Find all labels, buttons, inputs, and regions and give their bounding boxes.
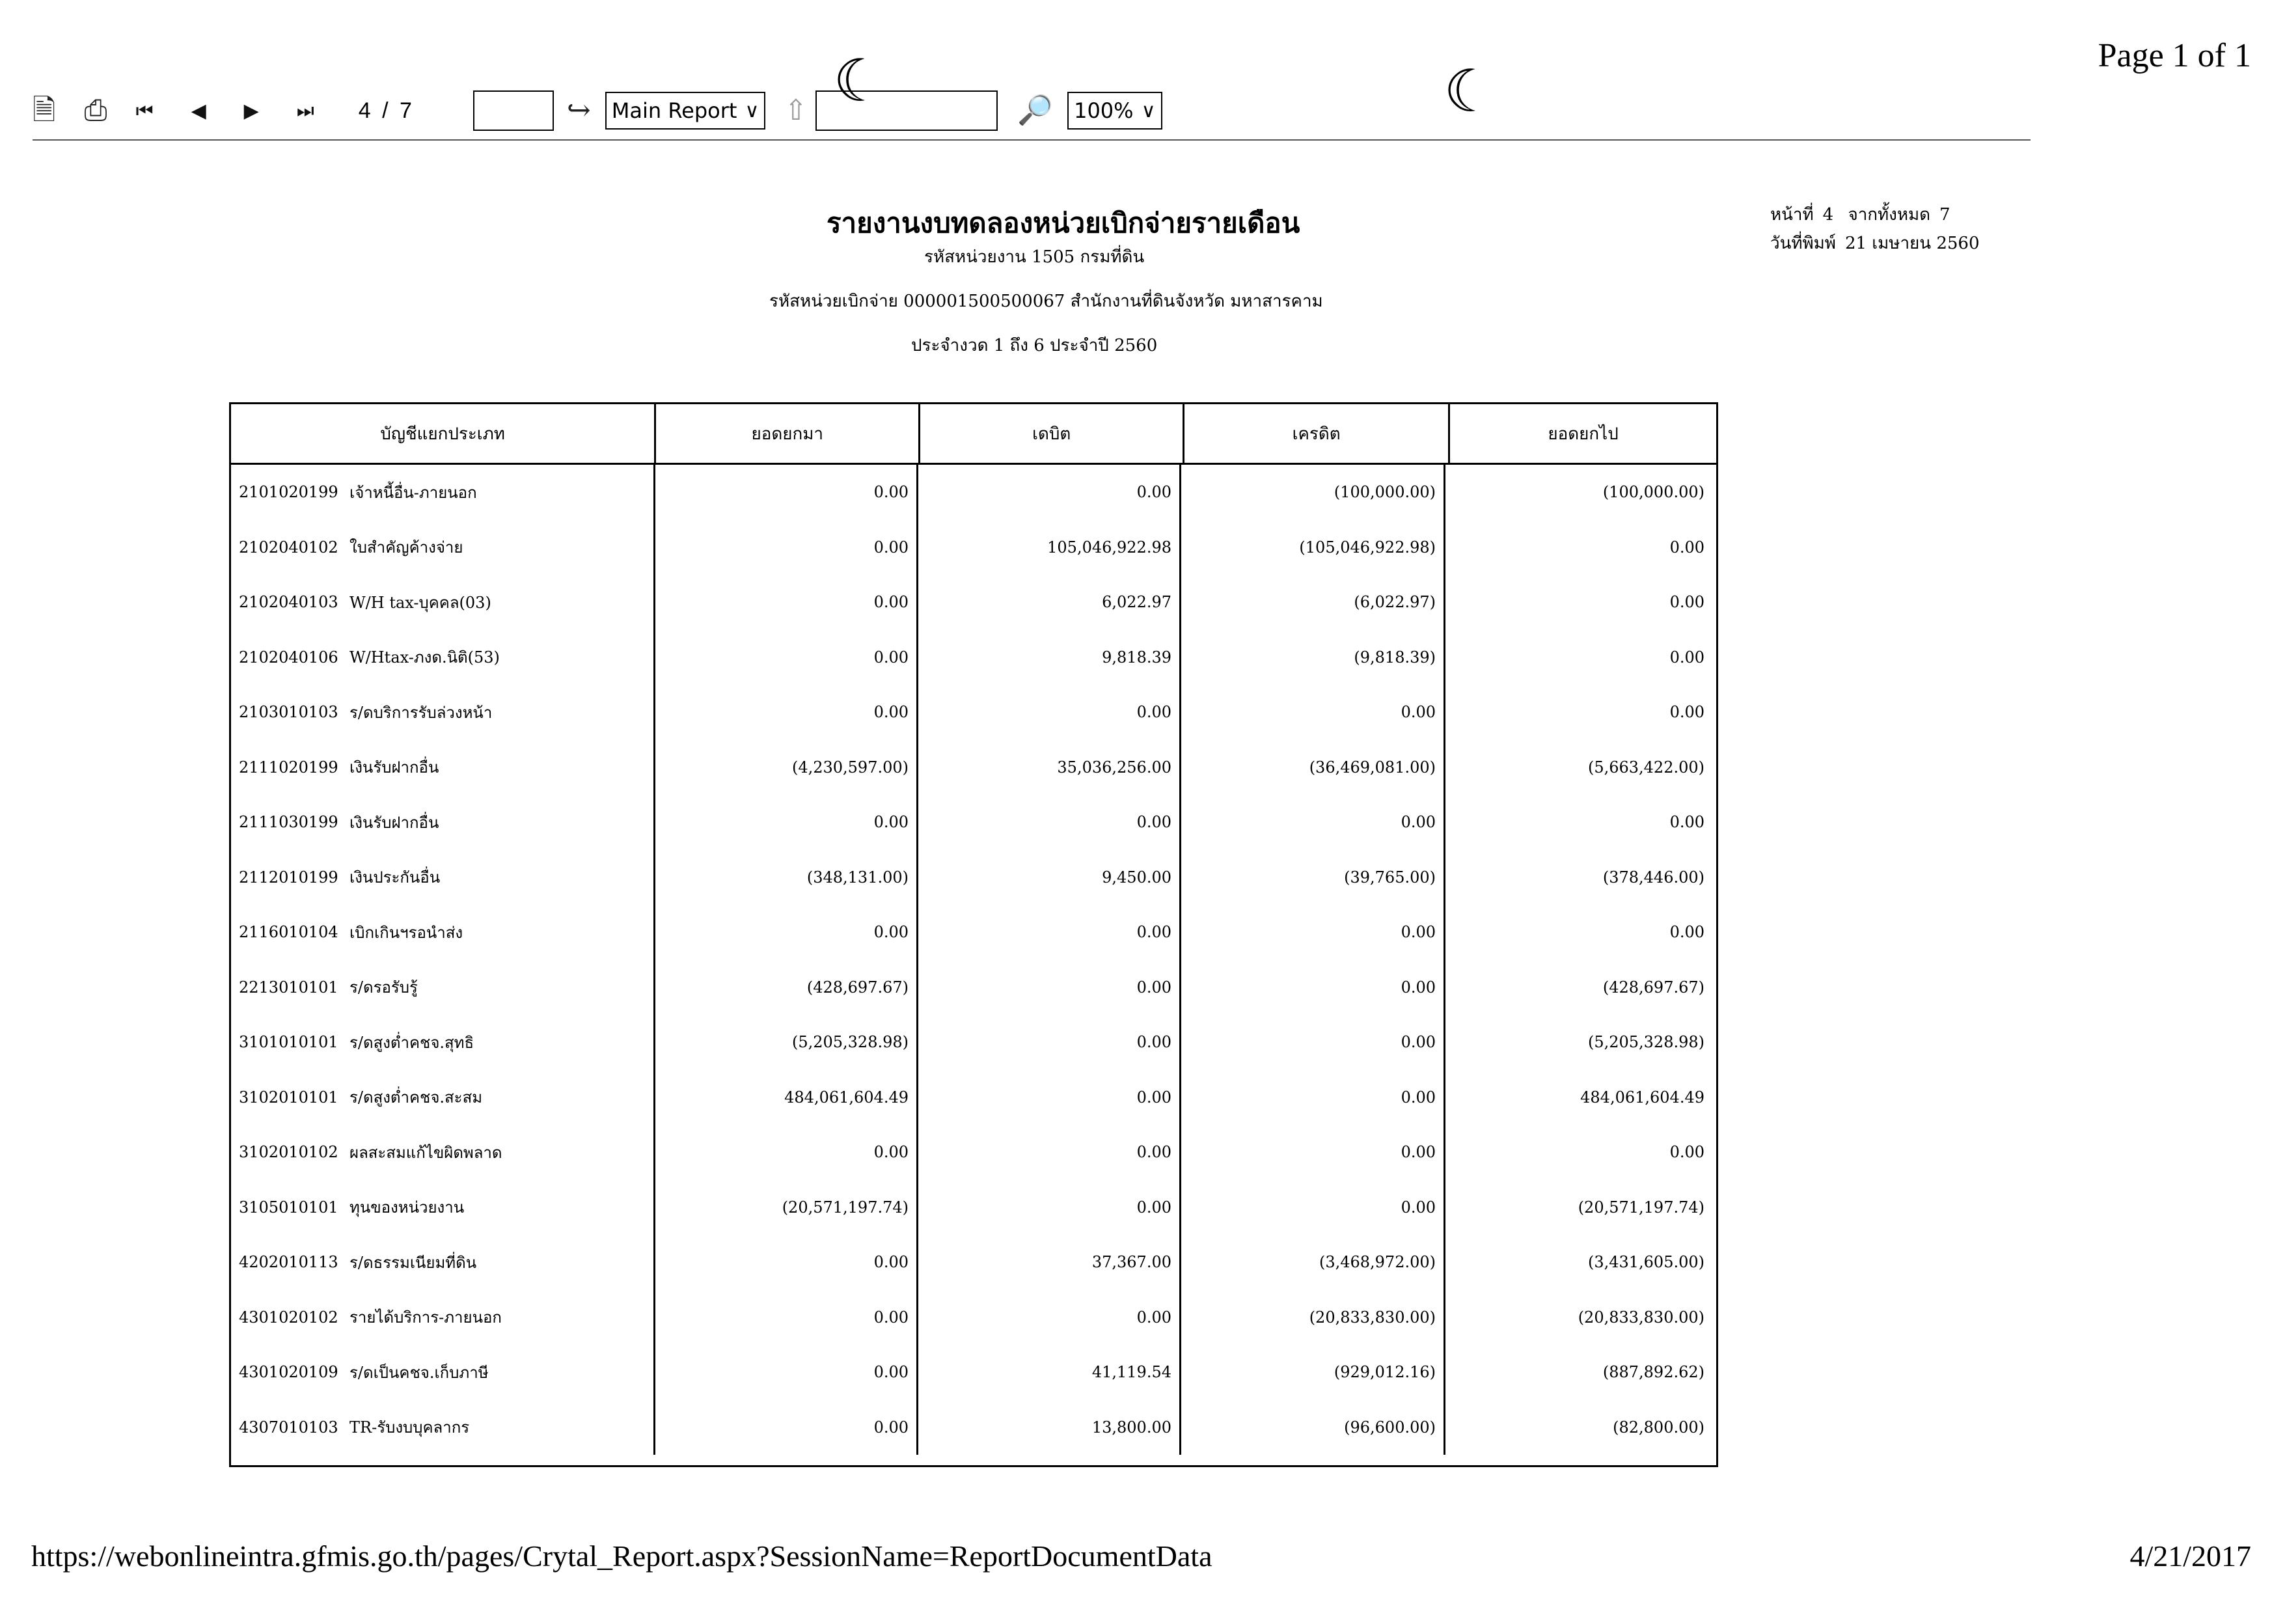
debit-cell: 105,046,922.98 [918, 520, 1181, 575]
account-cell [231, 1015, 655, 1070]
table-row [231, 1070, 1716, 1125]
table-row [231, 520, 1716, 575]
debit-cell: 9,818.39 [918, 630, 1181, 685]
credit-cell: 0.00 [1181, 795, 1445, 850]
account-name: W/Htax-ภงด.นิติ(53) [349, 648, 500, 667]
loading-spinner-icon: ☾ [1444, 57, 1496, 126]
brought-forward-cell: (348,131.00) [655, 850, 918, 905]
account-code: 2102040106 [239, 648, 338, 667]
table-row [231, 1180, 1716, 1235]
debit-cell: 0.00 [918, 1015, 1181, 1070]
account-name: เจ้าหนี้อื่น-ภายนอก [349, 483, 477, 502]
account-cell [231, 1235, 655, 1290]
brought-forward-cell: 0.00 [655, 1235, 918, 1290]
table-row [231, 960, 1716, 1015]
credit-cell: (929,012.16) [1181, 1345, 1445, 1400]
account-name: รายได้บริการ-ภายนอก [349, 1308, 502, 1327]
credit-cell: (3,468,972.00) [1181, 1235, 1445, 1290]
carried-forward-cell: (887,892.62) [1602, 1363, 1704, 1382]
debit-cell: 35,036,256.00 [918, 740, 1181, 795]
carried-forward-cell: (82,800.00) [1613, 1418, 1704, 1437]
brought-forward-cell: 0.00 [655, 520, 918, 575]
carried-forward-cell: 0.00 [1669, 538, 1704, 557]
account-code: 3102010101 [239, 1088, 338, 1107]
page-info: หน้าที่ 4 จากทั้งหมด 7 [1770, 205, 1950, 225]
toolbar-divider [33, 139, 2031, 141]
debit-cell: 0.00 [918, 1180, 1181, 1235]
credit-cell: (20,833,830.00) [1181, 1290, 1445, 1345]
carried-forward-cell: 0.00 [1669, 923, 1704, 942]
account-cell [231, 630, 655, 685]
brought-forward-cell: (428,697.67) [655, 960, 918, 1015]
credit-cell: 0.00 [1181, 905, 1445, 960]
account-name: ร/ดบริการรับล่วงหน้า [349, 703, 493, 722]
brought-forward-cell: 0.00 [655, 1290, 918, 1345]
col-header-carried-forward: ยอดยกไป [1548, 424, 1619, 444]
account-cell [231, 1070, 655, 1125]
credit-cell: (105,046,922.98) [1181, 520, 1445, 575]
brought-forward-cell: (5,205,328.98) [655, 1015, 918, 1070]
zoom-select[interactable] [1067, 92, 1162, 130]
account-code: 3101010101 [239, 1033, 338, 1052]
report-select-value: Main Report [611, 98, 737, 123]
page-indicator: 4 / 7 [358, 98, 415, 123]
next-page-icon[interactable]: ▶ [243, 99, 259, 122]
account-code: 2101020199 [239, 483, 338, 502]
account-name: ผลสะสมแก้ไขผิดพลาด [349, 1143, 502, 1162]
account-cell [231, 850, 655, 905]
brought-forward-cell: 0.00 [655, 1400, 918, 1455]
col-header-debit: เดบิต [920, 404, 1184, 463]
table-row [231, 1290, 1716, 1345]
account-code: 2102040102 [239, 538, 338, 557]
account-name: เงินรับฝากอื่น [349, 813, 439, 832]
carried-forward-cell: (378,446.00) [1602, 868, 1704, 887]
account-cell [231, 575, 655, 630]
credit-cell: 0.00 [1181, 1070, 1445, 1125]
debit-cell: 0.00 [918, 905, 1181, 960]
account-code: 4202010113 [239, 1253, 338, 1272]
brought-forward-cell: 484,061,604.49 [655, 1070, 918, 1125]
account-name: ร/ดรอรับรู้ [349, 978, 418, 997]
carried-forward-cell: 0.00 [1669, 593, 1704, 612]
credit-cell: 0.00 [1181, 685, 1445, 740]
account-code: 4307010103 [239, 1418, 338, 1437]
table-body [231, 465, 1716, 1465]
account-code: 2102040103 [239, 593, 338, 612]
carried-forward-cell: (100,000.00) [1602, 483, 1704, 502]
account-code: 4301020109 [239, 1363, 338, 1382]
trial-balance-table [229, 402, 1718, 1467]
carried-forward-cell: 0.00 [1669, 813, 1704, 832]
table-row [231, 1400, 1716, 1455]
account-code: 2116010104 [239, 923, 338, 942]
account-cell [231, 685, 655, 740]
table-row [231, 905, 1716, 960]
credit-cell: (6,022.97) [1181, 575, 1445, 630]
brought-forward-cell: 0.00 [655, 1125, 918, 1180]
col-header-credit: เครดิต [1184, 404, 1450, 463]
table-row [231, 630, 1716, 685]
credit-cell: 0.00 [1181, 960, 1445, 1015]
goto-page-input[interactable] [473, 90, 554, 131]
chevron-down-icon: ∨ [1141, 99, 1156, 122]
table-row [231, 740, 1716, 795]
credit-cell: (39,765.00) [1181, 850, 1445, 905]
report-agency: รหัสหน่วยงาน 1505 กรมที่ดิน [924, 247, 1145, 267]
table-row [231, 1235, 1716, 1290]
first-page-icon[interactable]: ⏮ [135, 99, 154, 122]
account-name: ใบสำคัญค้างจ่าย [349, 538, 463, 557]
account-name: ร/ดสูงต่ำคชจ.สุทธิ [349, 1033, 474, 1052]
account-cell [231, 1180, 655, 1235]
col-header-account: บัญชีแยกประเภท [231, 404, 656, 463]
report-period: ประจำงวด 1 ถึง 6 ประจำปี 2560 [911, 336, 1158, 355]
debit-cell: 0.00 [918, 1125, 1181, 1180]
table-row [231, 1125, 1716, 1180]
report-toolbar [33, 85, 2031, 137]
account-cell [231, 465, 655, 520]
account-code: 2213010101 [239, 978, 338, 997]
last-page-icon[interactable]: ⏭ [296, 99, 314, 122]
carried-forward-cell: (20,571,197.74) [1578, 1198, 1704, 1217]
account-name: TR-รับงบบุคลากร [349, 1418, 470, 1437]
account-code: 4301020102 [239, 1308, 338, 1327]
brought-forward-cell: (20,571,197.74) [655, 1180, 918, 1235]
carried-forward-cell: 484,061,604.49 [1580, 1088, 1704, 1107]
page-count-label: Page 1 of 1 [2098, 37, 2251, 74]
account-code: 3102010102 [239, 1143, 338, 1162]
credit-cell: (96,600.00) [1181, 1400, 1445, 1455]
table-row [231, 1015, 1716, 1070]
carried-forward-cell: (428,697.67) [1602, 978, 1704, 997]
credit-cell: (36,469,081.00) [1181, 740, 1445, 795]
carried-forward-cell: (3,431,605.00) [1587, 1253, 1704, 1272]
credit-cell: 0.00 [1181, 1180, 1445, 1235]
account-cell [231, 1345, 655, 1400]
debit-cell: 0.00 [918, 465, 1181, 520]
debit-cell: 0.00 [918, 960, 1181, 1015]
table-row [231, 685, 1716, 740]
account-name: ร/ดเป็นคชจ.เก็บภาษี [349, 1363, 489, 1382]
table-row [231, 465, 1716, 520]
carried-forward-cell: (5,205,328.98) [1587, 1033, 1704, 1052]
credit-cell: 0.00 [1181, 1125, 1445, 1180]
report-unit: รหัสหน่วยเบิกจ่าย 000001500500067 สำนักงานที่ดินจังหวัด มหาสารคาม [769, 292, 1323, 311]
debit-cell: 41,119.54 [918, 1345, 1181, 1400]
footer-date: 4/21/2017 [2129, 1539, 2251, 1573]
brought-forward-cell: 0.00 [655, 685, 918, 740]
account-name: เงินรับฝากอื่น [349, 758, 439, 777]
prev-page-icon[interactable]: ◀ [191, 99, 206, 122]
account-code: 2111030199 [239, 813, 338, 832]
account-code: 2112010199 [239, 868, 338, 887]
account-cell [231, 905, 655, 960]
table-row [231, 850, 1716, 905]
report-meta [1770, 200, 1989, 258]
table-row [231, 575, 1716, 630]
account-cell [231, 1400, 655, 1455]
credit-cell: (100,000.00) [1181, 465, 1445, 520]
account-name: W/H tax-บุคคล(03) [349, 593, 491, 612]
debit-cell: 9,450.00 [918, 850, 1181, 905]
account-cell [231, 1125, 655, 1180]
debit-cell: 0.00 [918, 1070, 1181, 1125]
table-header [231, 404, 1716, 465]
carried-forward-cell: (20,833,830.00) [1578, 1308, 1704, 1327]
loading-spinner-icon: ☾ [833, 47, 886, 115]
account-code: 2103010103 [239, 703, 338, 722]
debit-cell: 6,022.97 [918, 575, 1181, 630]
debit-cell: 0.00 [918, 1290, 1181, 1345]
account-cell [231, 960, 655, 1015]
footer-url: https://webonlineintra.gfmis.go.th/pages/Crytal_Report.aspx?SessionName=ReportDocumentData [31, 1539, 1212, 1573]
brought-forward-cell: 0.00 [655, 575, 918, 630]
export-icon[interactable]: 🗎 [33, 94, 56, 127]
account-code: 2111020199 [239, 758, 338, 777]
brought-forward-cell: 0.00 [655, 1345, 918, 1400]
carried-forward-cell: (5,663,422.00) [1587, 758, 1704, 777]
debit-cell: 0.00 [918, 795, 1181, 850]
chevron-down-icon: ∨ [745, 99, 760, 122]
print-date-info: วันที่พิมพ์ 21 เมษายน 2560 [1770, 234, 1980, 253]
table-row [231, 795, 1716, 850]
table-row [231, 1345, 1716, 1400]
brought-forward-cell: 0.00 [655, 795, 918, 850]
col-header-brought-forward: ยอดยกมา [656, 404, 920, 463]
account-name: เบิกเกินฯรอนำส่ง [349, 923, 463, 942]
drill-up-icon[interactable]: ⇧ [784, 94, 808, 127]
zoom-select-value: 100% [1074, 98, 1134, 123]
print-icon[interactable]: ⎙ [84, 94, 107, 127]
account-name: เงินประกันอื่น [349, 868, 441, 887]
search-binoculars-icon[interactable]: 🔎 [1017, 94, 1054, 127]
account-cell [231, 1290, 655, 1345]
account-cell [231, 740, 655, 795]
brought-forward-cell: 0.00 [655, 465, 918, 520]
carried-forward-cell: 0.00 [1669, 1143, 1704, 1162]
brought-forward-cell: 0.00 [655, 630, 918, 685]
brought-forward-cell: (4,230,597.00) [655, 740, 918, 795]
credit-cell: (9,818.39) [1181, 630, 1445, 685]
debit-cell: 13,800.00 [918, 1400, 1181, 1455]
account-code: 3105010101 [239, 1198, 338, 1217]
debit-cell: 37,367.00 [918, 1235, 1181, 1290]
account-name: ทุนของหน่วยงาน [349, 1198, 465, 1217]
goto-page-icon[interactable]: ↪ [566, 94, 591, 127]
report-title: รายงานงบทดลองหน่วยเบิกจ่ายรายเดือน [827, 207, 1300, 239]
brought-forward-cell: 0.00 [655, 905, 918, 960]
account-cell [231, 520, 655, 575]
credit-cell: 0.00 [1181, 1015, 1445, 1070]
account-name: ร/ดสูงต่ำคชจ.สะสม [349, 1088, 483, 1107]
debit-cell: 0.00 [918, 685, 1181, 740]
account-name: ร/ดธรรมเนียมที่ดิน [349, 1253, 477, 1272]
carried-forward-cell: 0.00 [1669, 703, 1704, 722]
account-cell [231, 795, 655, 850]
carried-forward-cell: 0.00 [1669, 648, 1704, 667]
report-select[interactable] [605, 92, 766, 130]
